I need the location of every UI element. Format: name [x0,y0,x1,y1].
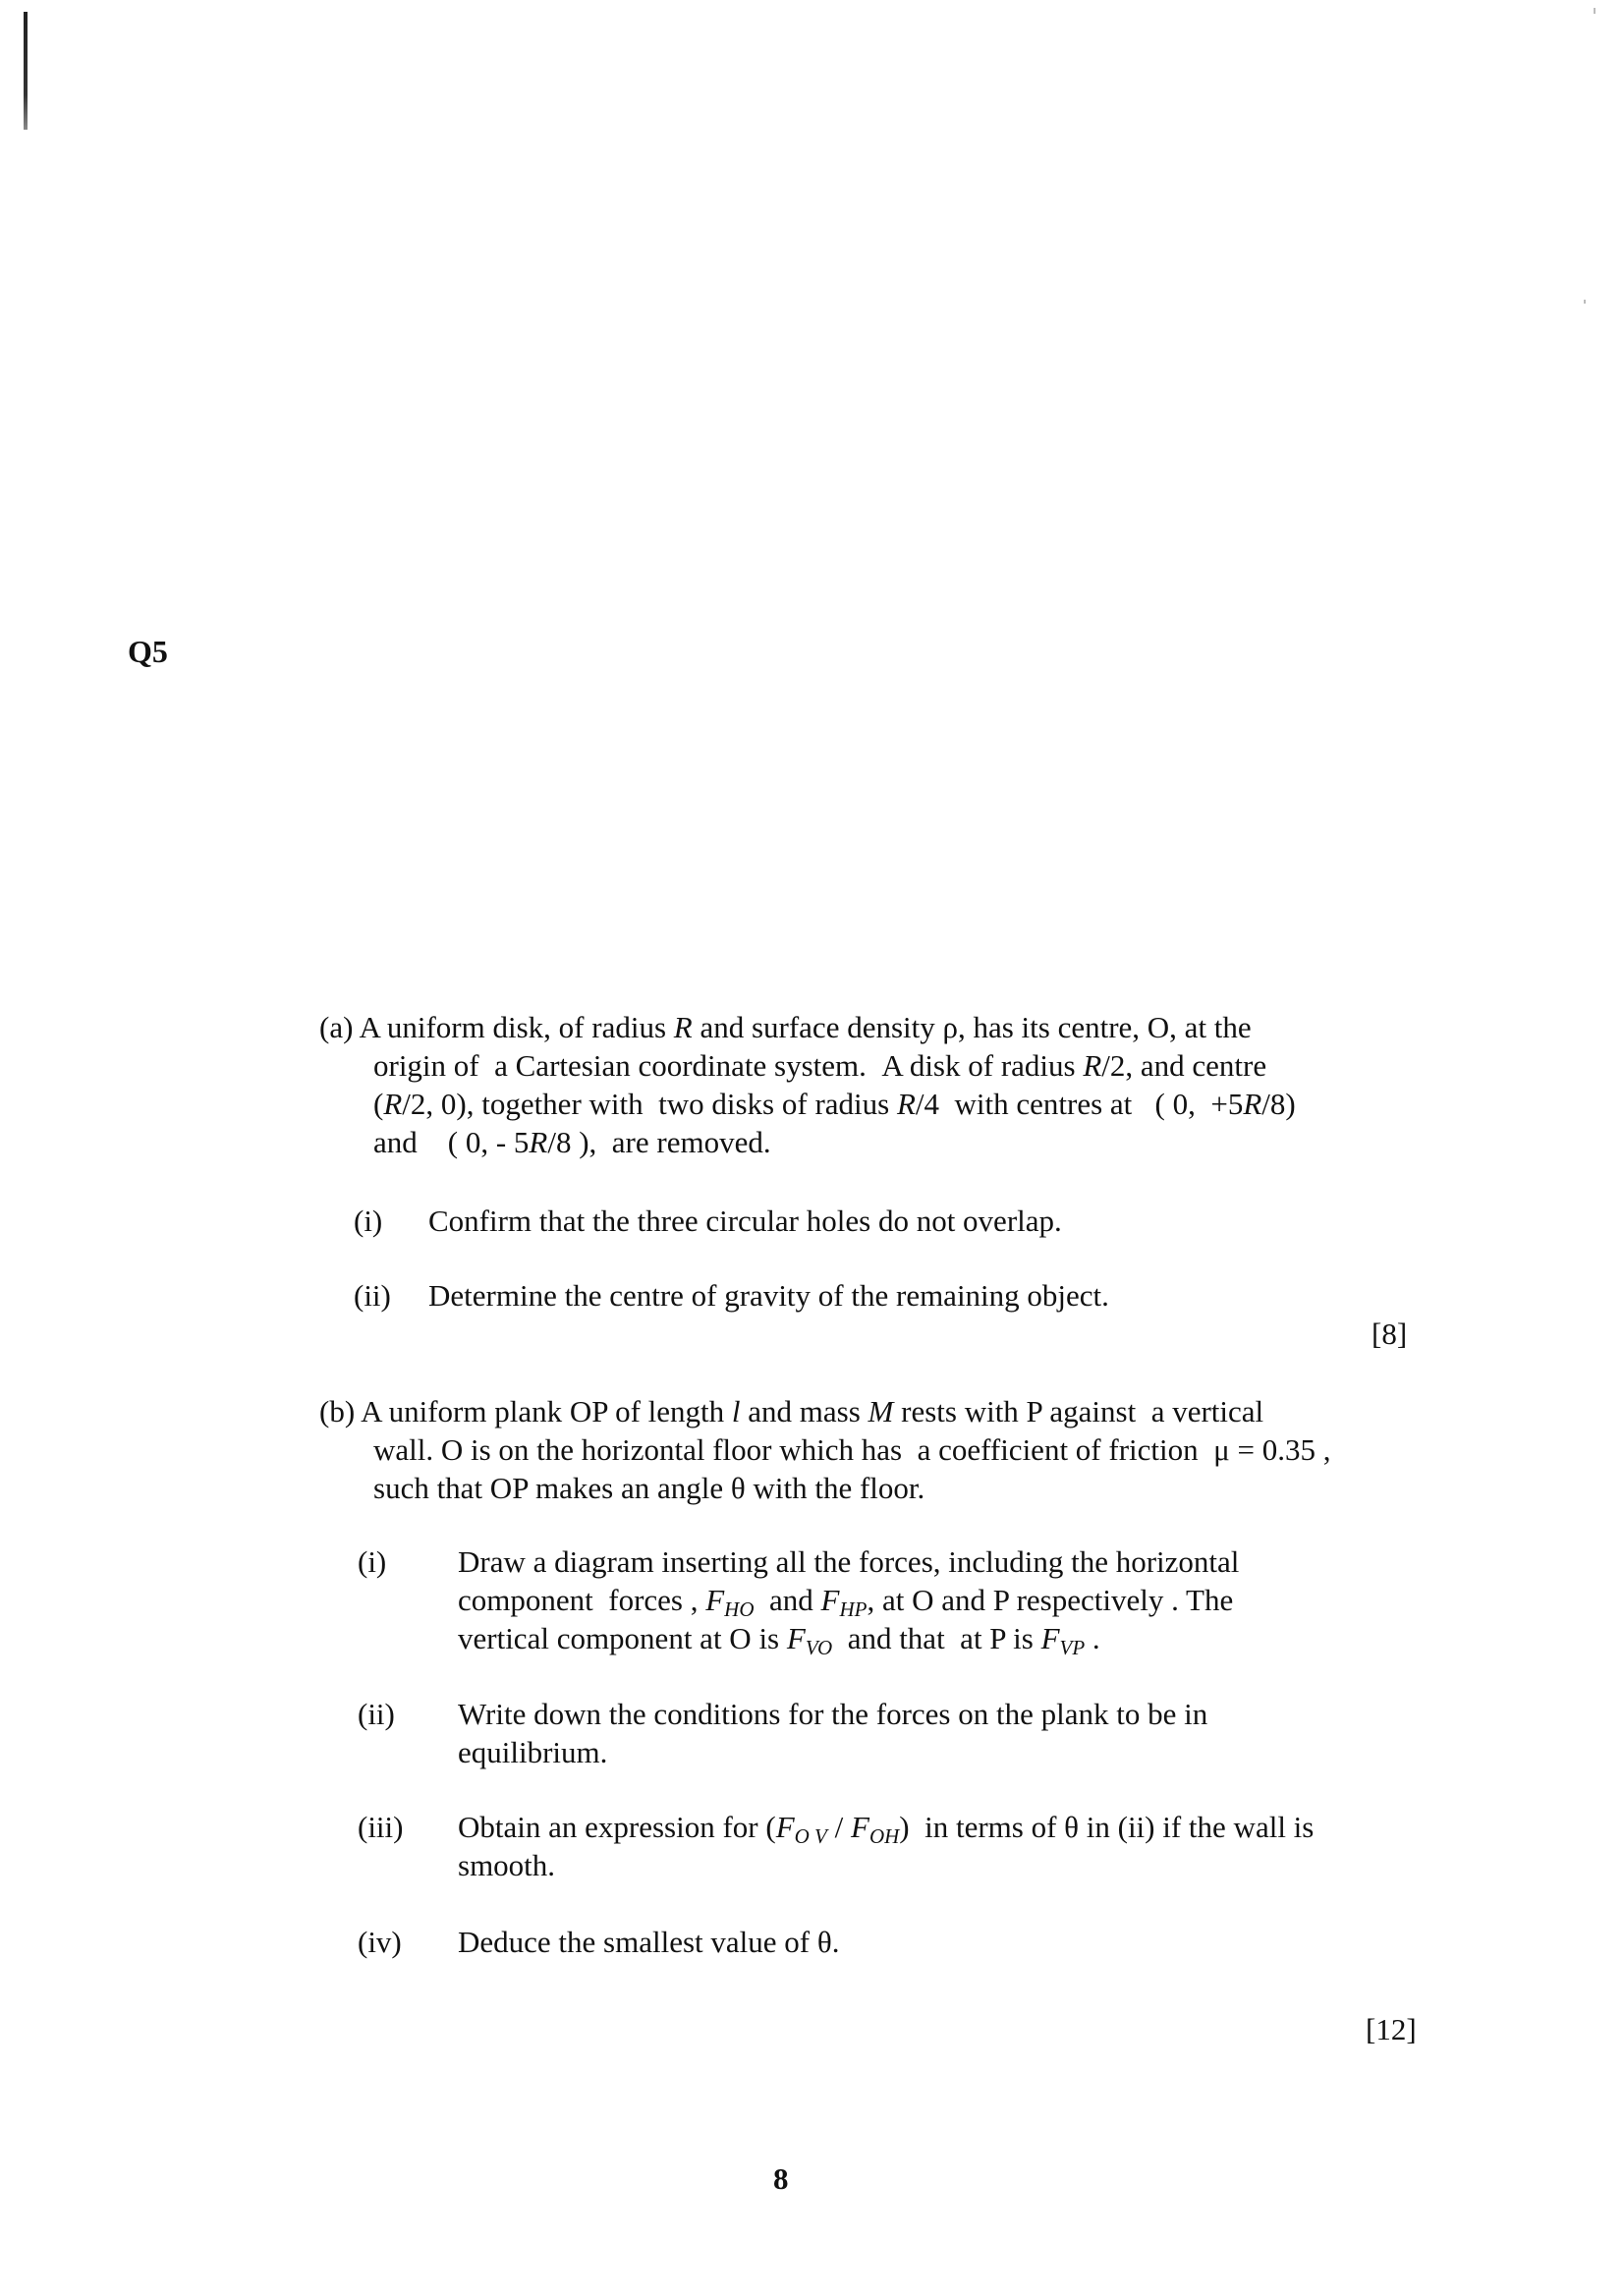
part-b-item-2-text [458,1695,1207,1771]
part-b-item-2-line-2: equilibrium. [458,1735,608,1769]
part-a-item-2-text: Determine the centre of gravity of the remaining object. [428,1278,1109,1313]
part-b-item-4-text [458,1923,839,1961]
part-b-item-2-num: (ii) [358,1697,395,1731]
scan-edge-mark [24,12,28,130]
part-b-line-3: such that OP makes an angle θ with the floor. [373,1471,925,1505]
part-b-item-4-line-1: Deduce the smallest value of θ. [458,1925,840,1959]
part-a-item-2-num: (ii) [354,1278,391,1313]
question-label: Q5 [128,634,168,669]
part-b-item-2-line-1: Write down the conditions for the forces on the plank to be in [458,1697,1208,1731]
part-a-intro [319,1008,1296,1161]
part-b-item-3-line-1: Obtain an expression for $(F_{O V} / F_{OH})$ in terms of θ in (ii) if the wall is [458,1810,1315,1848]
part-a-line-2: origin of a Cartesian coordinate system. A disk of radius R/2, and centre [373,1048,1267,1083]
part-b-intro [319,1392,1330,1507]
scan-speck [1584,300,1586,304]
part-b-item-1-num: (i) [358,1544,387,1579]
part-b-item-1-line-1: Draw a diagram inserting all the forces, including the horizontal [458,1544,1240,1579]
part-a-marks: [8] [1372,1316,1408,1351]
part-b-line-1: (b) A uniform plank OP of length l and mass M rests with P against a vertical [319,1394,1264,1428]
part-a-line-1: (a) A uniform disk, of radius R and surface density ρ, has its centre, O, at the [319,1010,1252,1044]
part-b-item-4-num: (iv) [358,1925,402,1959]
part-a-item-1-text: Confirm that the three circular holes do not overlap. [428,1204,1062,1238]
part-a-item-1-num: (i) [354,1204,383,1238]
part-b-item-3-line-2: smooth. [458,1848,556,1882]
scan-speck [1594,8,1596,14]
part-a-line-3: (R/2, 0), together with two disks of radius R/4 with centres at ( 0, +5R/8) [373,1087,1296,1121]
part-a-line-4: and ( 0, - 5R/8 ), are removed. [373,1125,771,1159]
part-b-item-1-line-3: vertical component at O is $F_{VO}$ and that at P is $F_{VP}$ . [458,1621,1100,1659]
part-b-marks: [12] [1366,2012,1417,2046]
part-b-item-3-text [458,1808,1314,1884]
part-b-item-3-num: (iii) [358,1810,404,1844]
page-number: 8 [773,2161,789,2196]
part-b-item-1-line-2: component forces , $F_{HO}$ and $F_{HP}$, at O and P respectively . The [458,1583,1234,1621]
part-b-item-1-text [458,1542,1239,1657]
part-b-line-2: wall. O is on the horizontal floor which has a coefficient of friction μ = 0.35 , [373,1432,1331,1467]
